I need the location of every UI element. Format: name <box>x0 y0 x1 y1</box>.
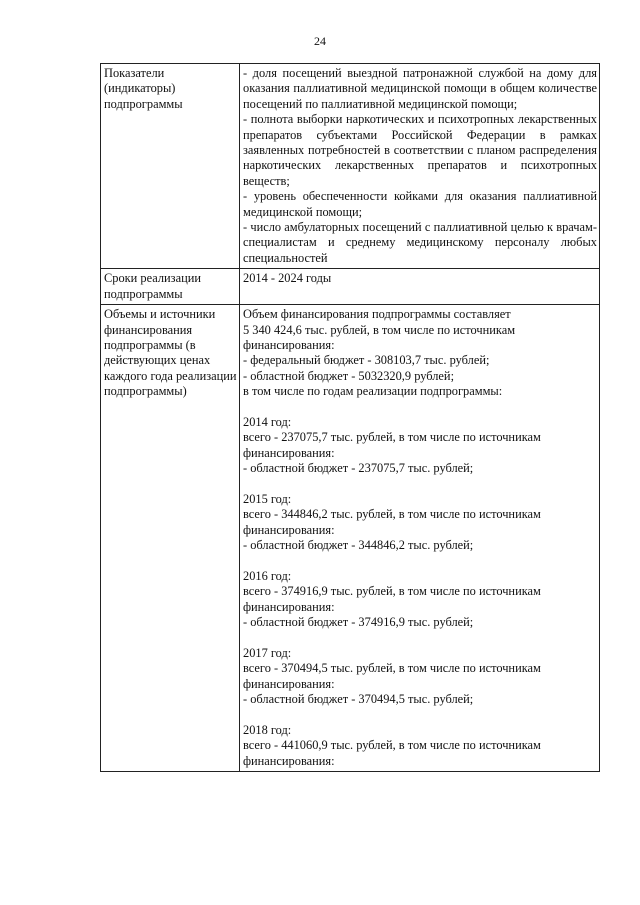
year-total: всего - 370494,5 тыс. рублей, в том числе по источникам <box>243 661 541 676</box>
year-financing-label: финансирования: <box>243 522 335 537</box>
spacer <box>243 477 597 492</box>
row-label-financing: Объемы и источники финансирования подпрограммы (в действующих ценах каждого года реализации подпрограммы) <box>101 305 240 772</box>
year-financing-label: финансирования: <box>243 445 335 460</box>
year-total: всего - 237075,7 тыс. рублей, в том числе по источникам <box>243 430 541 445</box>
indicator-item: - доля посещений выездной патронажной службой на дому для оказания паллиативной медицинской помощи в общем количестве посещений по паллиативной медицинской помощи; <box>243 66 597 111</box>
table-row-indicators <box>101 64 600 269</box>
table-row-terms <box>101 269 600 305</box>
row-label-indicators: Показатели (индикаторы) подпрограммы <box>101 64 240 269</box>
year-regional-budget: - областной бюджет - 374916,9 тыс. рублей; <box>243 615 474 630</box>
financing-intro-line: - федеральный бюджет - 308103,7 тыс. рублей; <box>243 353 490 368</box>
row-label-terms: Сроки реализации подпрограммы <box>101 269 240 305</box>
year-regional-budget: - областной бюджет - 237075,7 тыс. рублей; <box>243 461 474 476</box>
year-financing-label: финансирования: <box>243 676 335 691</box>
financing-intro-line: в том числе по годам реализации подпрограммы: <box>243 384 503 399</box>
indicator-item: - число амбулаторных посещений с паллиативной целью к врачам-специалистам и среднему медицинскому персоналу любых специальностей <box>243 220 597 265</box>
financing-intro-line: 5 340 424,6 тыс. рублей, в том числе по источникам <box>243 322 516 337</box>
subprogram-passport-table <box>100 63 600 772</box>
year-total: всего - 441060,9 тыс. рублей, в том числе по источникам <box>243 738 541 753</box>
spacer <box>243 708 597 723</box>
table-row-financing <box>101 305 600 772</box>
year-heading: 2015 год: <box>243 491 292 506</box>
year-total: всего - 374916,9 тыс. рублей, в том числе по источникам <box>243 584 541 599</box>
row-value-terms: 2014 - 2024 годы <box>240 269 600 305</box>
financing-intro-line: - областной бюджет - 5032320,9 рублей; <box>243 368 455 383</box>
year-heading: 2017 год: <box>243 645 292 660</box>
page-number: 24 <box>314 34 326 48</box>
year-heading: 2018 год: <box>243 722 292 737</box>
indicator-item: - полнота выборки наркотических и психотропных лекарственных препаратов субъектами Российской Федерации в рамках заявленных потребностей в соответствии с планом распределения наркотических лекарственных препаратов и психотропных веществ; <box>243 112 597 188</box>
year-regional-budget: - областной бюджет - 370494,5 тыс. рублей; <box>243 692 474 707</box>
financing-intro-line: финансирования: <box>243 337 335 352</box>
spacer <box>243 631 597 646</box>
year-regional-budget: - областной бюджет - 344846,2 тыс. рублей; <box>243 538 474 553</box>
spacer <box>243 400 597 415</box>
spacer <box>243 554 597 569</box>
year-total: всего - 344846,2 тыс. рублей, в том числе по источникам <box>243 507 541 522</box>
row-value-indicators <box>240 64 600 269</box>
indicator-item: - уровень обеспеченности койками для оказания паллиативной медицинской помощи; <box>243 189 597 219</box>
year-financing-label: финансирования: <box>243 599 335 614</box>
year-heading: 2014 год: <box>243 414 292 429</box>
year-heading: 2016 год: <box>243 568 292 583</box>
row-value-financing <box>240 305 600 772</box>
financing-intro-line: Объем финансирования подпрограммы составляет <box>243 307 511 322</box>
year-financing-label: финансирования: <box>243 753 335 768</box>
